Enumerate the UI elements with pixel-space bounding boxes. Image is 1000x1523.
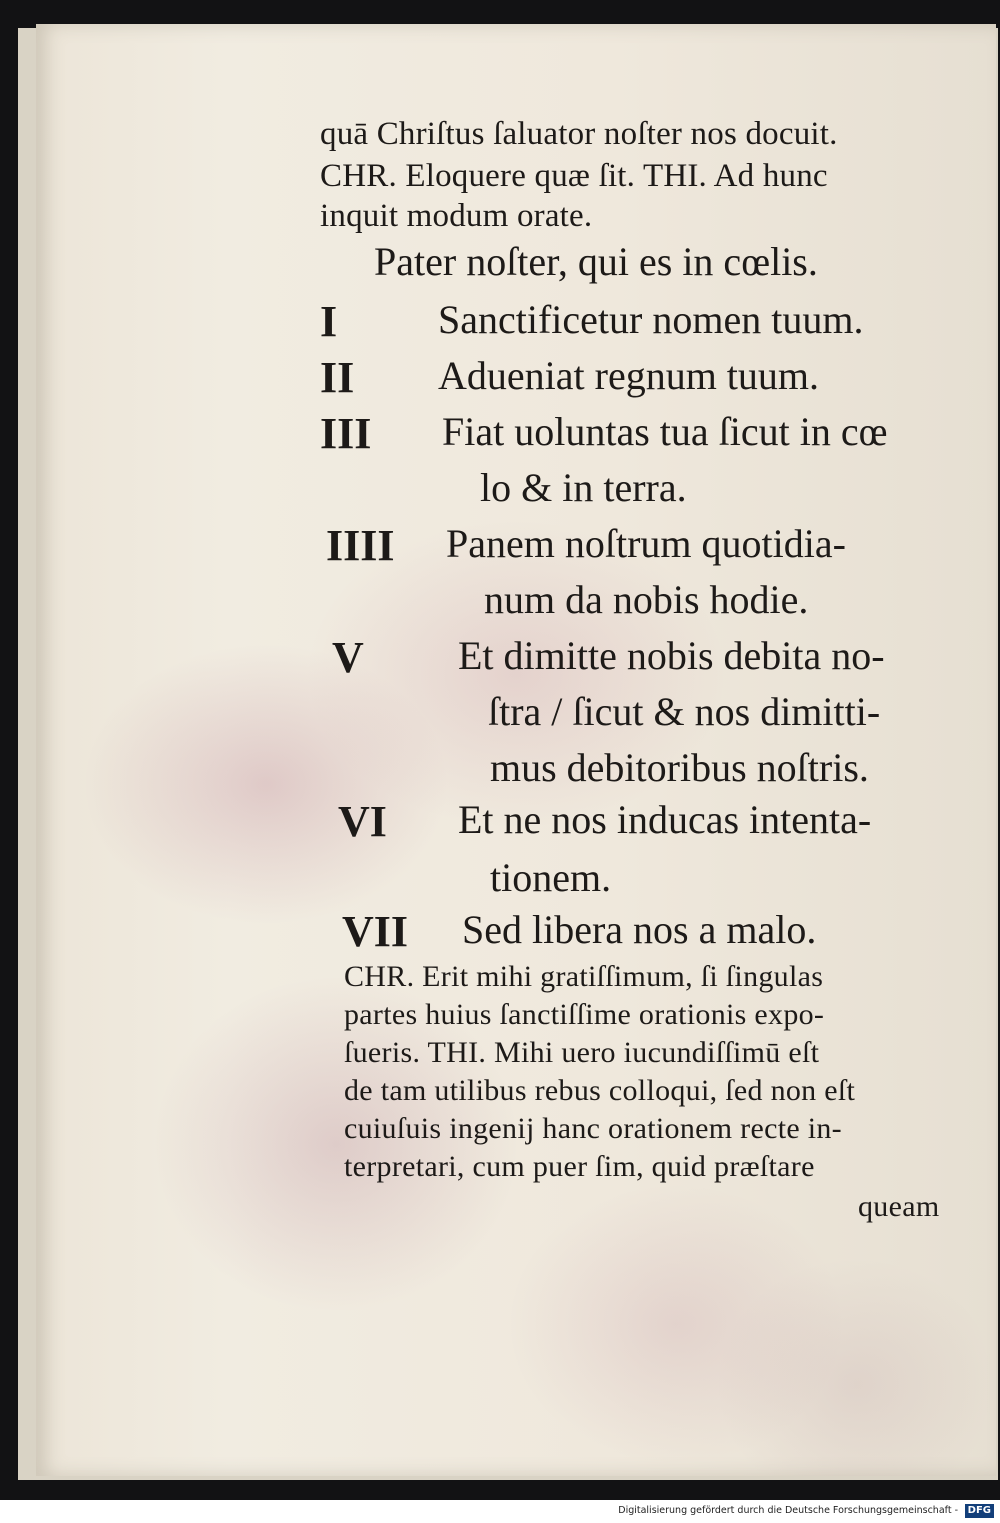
closing-line: CHR. Erit mihi gratiſſimum, ſi ſingulas: [344, 960, 824, 993]
catchword: queam: [858, 1190, 940, 1223]
petition-numeral: III: [320, 409, 372, 458]
closing-line: de tam utilibus rebus colloqui, ſed non eſt: [344, 1074, 856, 1107]
dfg-logo: DFG: [965, 1504, 994, 1518]
petition-numeral: IIII: [326, 521, 395, 570]
opening-line: CHR. Eloquere quæ ſit. THI. Ad hunc: [320, 158, 828, 194]
petition-line: Fiat uoluntas tua ſicut in cœ: [442, 409, 888, 454]
petition-line: ſtra / ſicut & nos dimitti-: [488, 689, 881, 734]
petition-line: Et ne nos inducas intenta-: [458, 797, 872, 842]
closing-line: cuiuſuis ingenij hanc orationem recte in-: [344, 1112, 842, 1145]
petition-numeral: VI: [338, 797, 387, 846]
opening-line: inquit modum orate.: [320, 198, 593, 234]
closing-line: partes huius ſanctiſſime orationis expo-: [344, 998, 825, 1031]
funding-credit: Digitalisierung gefördert durch die Deutsche Forschungsgemeinschaft -: [618, 1505, 958, 1516]
opening-line: quā Chriſtus ſaluator noſter nos docuit.: [320, 116, 838, 152]
petition-line: Sed libera nos a malo.: [462, 907, 817, 952]
petition-numeral: II: [320, 353, 355, 402]
petition-line: Sanctificetur nomen tuum.: [438, 297, 864, 342]
petition-line: num da nobis hodie.: [484, 577, 809, 622]
petition-line: mus debitoribus noſtris.: [490, 745, 869, 790]
closing-line: terpretari, cum puer ſim, quid præſtare: [344, 1150, 815, 1183]
petition-line: Adueniat regnum tuum.: [438, 353, 820, 398]
invocation-line: Pater noſter, qui es in cœlis.: [374, 239, 818, 284]
petition-numeral: I: [320, 297, 338, 346]
petition-line: Et dimitte nobis debita no-: [458, 633, 885, 678]
petition-line: Panem noſtrum quotidia-: [446, 521, 846, 566]
book-page: [36, 24, 996, 1476]
petition-line: tionem.: [490, 855, 612, 900]
petition-line: lo & in terra.: [480, 465, 687, 510]
petition-numeral: VII: [342, 907, 409, 956]
digitization-footer: [0, 1500, 1000, 1523]
petition-numeral: V: [332, 633, 364, 682]
closing-line: ſueris. THI. Mihi uero iucundiſſimū eſt: [344, 1036, 820, 1069]
